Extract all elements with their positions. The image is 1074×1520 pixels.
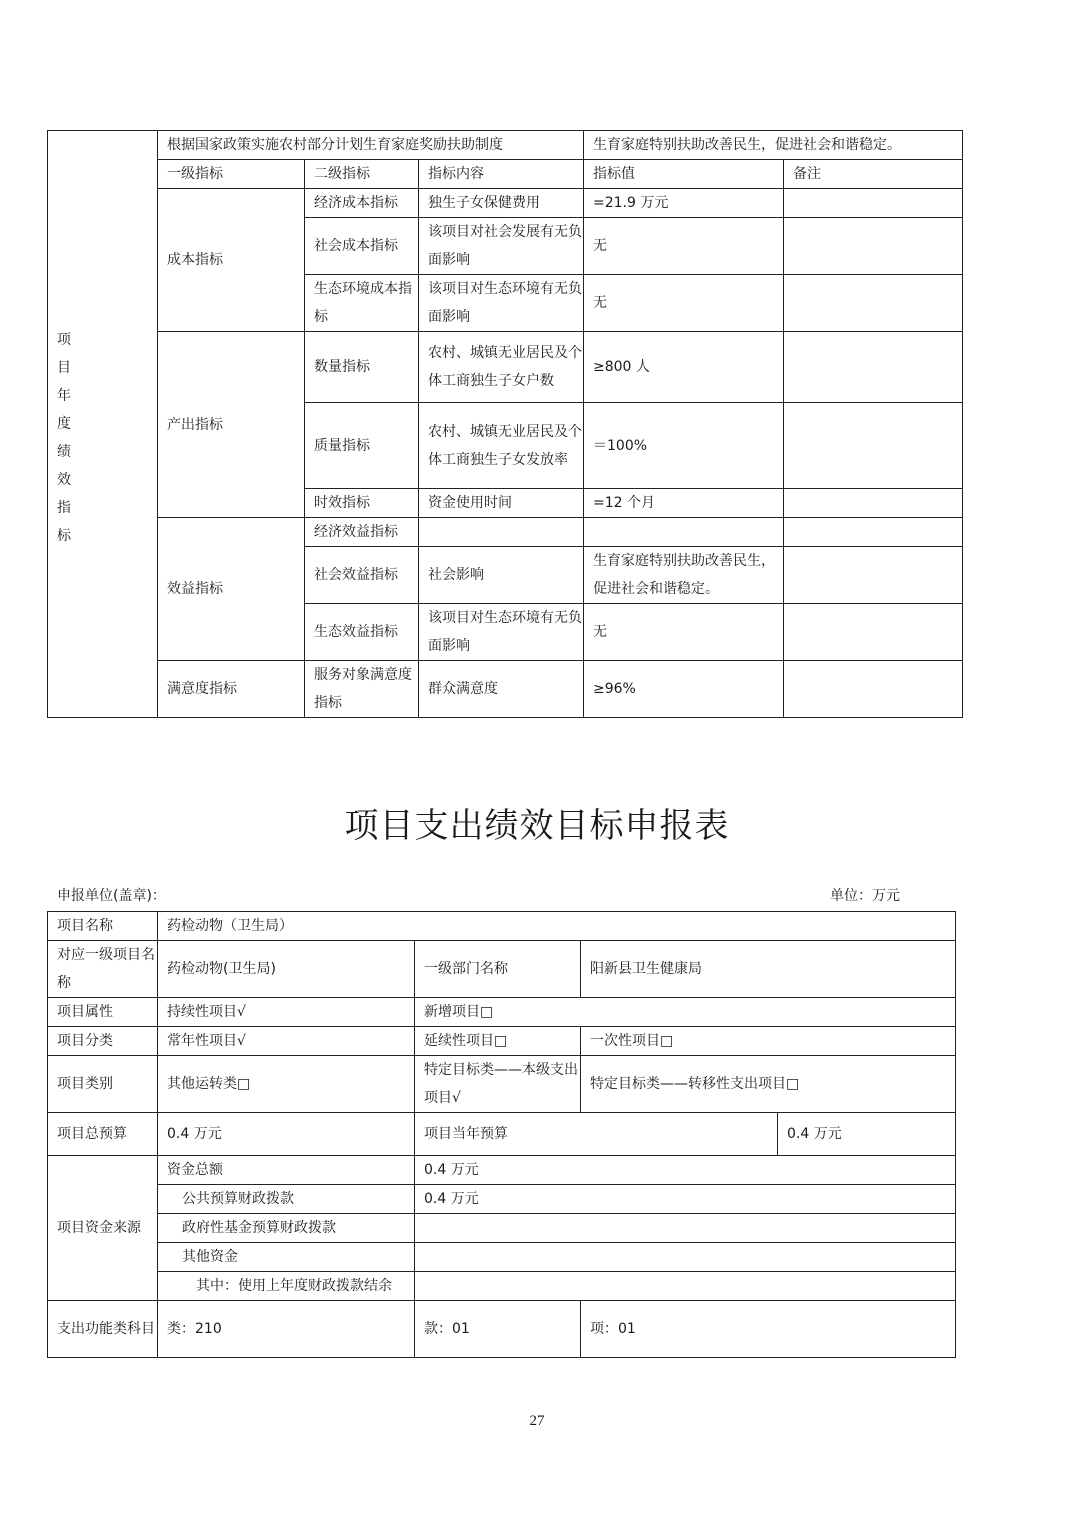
- note-cell: [784, 403, 963, 489]
- category-extended: 延续性项目□: [415, 1027, 581, 1056]
- header-note: 备注: [784, 160, 963, 189]
- content-cell: 农村、城镇无业居民及个体工商独生子女户数: [419, 332, 584, 403]
- value-cell: ≥800 人: [584, 332, 784, 403]
- dept-value: 阳新县卫生健康局: [581, 941, 956, 998]
- table-row: [48, 189, 963, 218]
- project-name-label: 项目名称: [48, 912, 158, 941]
- content-cell: 农村、城镇无业居民及个体工商独生子女发放率: [419, 403, 584, 489]
- level2-cell: 生态环境成本指标: [305, 275, 419, 332]
- project-expenditure-form: [47, 911, 956, 1358]
- unit-label: 单位：万元: [830, 888, 900, 904]
- table-row: [48, 332, 963, 403]
- content-cell: 资金使用时间: [419, 489, 584, 518]
- note-cell: [784, 661, 963, 718]
- value-cell: =12 个月: [584, 489, 784, 518]
- table-row: [48, 518, 963, 547]
- goal-cell: 生育家庭特别扶助改善民生，促进社会和谐稳定。: [584, 131, 963, 160]
- fund-carryover-label: 其中：使用上年度财政拨款结余: [158, 1272, 415, 1301]
- content-cell: 社会影响: [419, 547, 584, 604]
- level2-cell: 质量指标: [305, 403, 419, 489]
- level1-project-value: 药检动物(卫生局): [158, 941, 415, 998]
- value-cell: 无: [584, 218, 784, 275]
- value-cell: ≥96%: [584, 661, 784, 718]
- note-cell: [784, 518, 963, 547]
- performance-indicator-table: [47, 130, 963, 718]
- fund-other-label: 其他资金: [158, 1243, 415, 1272]
- group-label-cost: 成本指标: [158, 189, 305, 332]
- note-cell: [784, 547, 963, 604]
- fund-other-value: [415, 1243, 956, 1272]
- content-cell: 该项目对社会发展有无负面影响: [419, 218, 584, 275]
- fund-source-label: 项目资金来源: [48, 1156, 158, 1301]
- value-cell: [584, 518, 784, 547]
- group-label-output: 产出指标: [158, 332, 305, 518]
- level2-cell: 服务对象满意度指标: [305, 661, 419, 718]
- value-cell: 无: [584, 604, 784, 661]
- current-budget-value: 0.4 万元: [778, 1113, 956, 1156]
- value-cell: ＝100%: [584, 403, 784, 489]
- header-content: 指标内容: [419, 160, 584, 189]
- type-specific-transfer: 特定目标类——转移性支出项目□: [581, 1056, 956, 1113]
- function-section: 款：01: [415, 1301, 581, 1358]
- total-budget-value: 0.4 万元: [158, 1113, 415, 1156]
- content-cell: 该项目对生态环境有无负面影响: [419, 275, 584, 332]
- category-onetime: 一次性项目□: [581, 1027, 956, 1056]
- type-specific-own: 特定目标类——本级支出项目√: [415, 1056, 581, 1113]
- note-cell: [784, 604, 963, 661]
- blank-cell: [48, 131, 158, 160]
- note-cell: [784, 189, 963, 218]
- level2-cell: 生态效益指标: [305, 604, 419, 661]
- page-title: 项目支出绩效目标申报表: [344, 806, 730, 846]
- content-cell: [419, 518, 584, 547]
- value-cell: =21.9 万元: [584, 189, 784, 218]
- policy-basis-cell: 根据国家政策实施农村部分计划生育家庭奖励扶助制度: [158, 131, 584, 160]
- fund-total-value: 0.4 万元: [415, 1156, 956, 1185]
- content-cell: 群众满意度: [419, 661, 584, 718]
- annual-performance-side-label: 项 目 年 度 绩 效 指 标: [48, 160, 158, 718]
- note-cell: [784, 489, 963, 518]
- attr-new: 新增项目□: [415, 998, 956, 1027]
- level1-project-label: 对应一级项目名称: [48, 941, 158, 998]
- fund-gov-value: [415, 1214, 956, 1243]
- type-label: 项目类别: [48, 1056, 158, 1113]
- category-label: 项目分类: [48, 1027, 158, 1056]
- content-cell: 该项目对生态环境有无负面影响: [419, 604, 584, 661]
- function-class: 类：210: [158, 1301, 415, 1358]
- group-label-benefit: 效益指标: [158, 518, 305, 661]
- page-number: 27: [529, 1413, 545, 1429]
- level2-cell: 数量指标: [305, 332, 419, 403]
- total-budget-label: 项目总预算: [48, 1113, 158, 1156]
- dept-label: 一级部门名称: [415, 941, 581, 998]
- attr-label: 项目属性: [48, 998, 158, 1027]
- type-other: 其他运转类□: [158, 1056, 415, 1113]
- fund-gov-label: 政府性基金预算财政拨款: [158, 1214, 415, 1243]
- level2-cell: 经济成本指标: [305, 189, 419, 218]
- level2-cell: 经济效益指标: [305, 518, 419, 547]
- note-cell: [784, 332, 963, 403]
- project-name-value: 药检动物（卫生局）: [158, 912, 956, 941]
- table-row: [48, 661, 963, 718]
- fund-public-label: 公共预算财政拨款: [158, 1185, 415, 1214]
- function-subject-label: 支出功能类科目: [48, 1301, 158, 1358]
- note-cell: [784, 275, 963, 332]
- level2-cell: 时效指标: [305, 489, 419, 518]
- header-level1: 一级指标: [158, 160, 305, 189]
- fund-carryover-value: [415, 1272, 956, 1301]
- header-value: 指标值: [584, 160, 784, 189]
- value-cell: 无: [584, 275, 784, 332]
- value-cell: 生育家庭特别扶助改善民生，促进社会和谐稳定。: [584, 547, 784, 604]
- category-regular: 常年性项目√: [158, 1027, 415, 1056]
- group-label-satisfaction: 满意度指标: [158, 661, 305, 718]
- attr-continuing: 持续性项目√: [158, 998, 415, 1027]
- header-level2: 二级指标: [305, 160, 419, 189]
- fund-total-label: 资金总额: [158, 1156, 415, 1185]
- level2-cell: 社会效益指标: [305, 547, 419, 604]
- level2-cell: 社会成本指标: [305, 218, 419, 275]
- current-budget-label: 项目当年预算: [415, 1113, 778, 1156]
- note-cell: [784, 218, 963, 275]
- content-cell: 独生子女保健费用: [419, 189, 584, 218]
- function-item: 项：01: [581, 1301, 956, 1358]
- fund-public-value: 0.4 万元: [415, 1185, 956, 1214]
- applicant-label: 申报单位(盖章)：: [57, 888, 166, 904]
